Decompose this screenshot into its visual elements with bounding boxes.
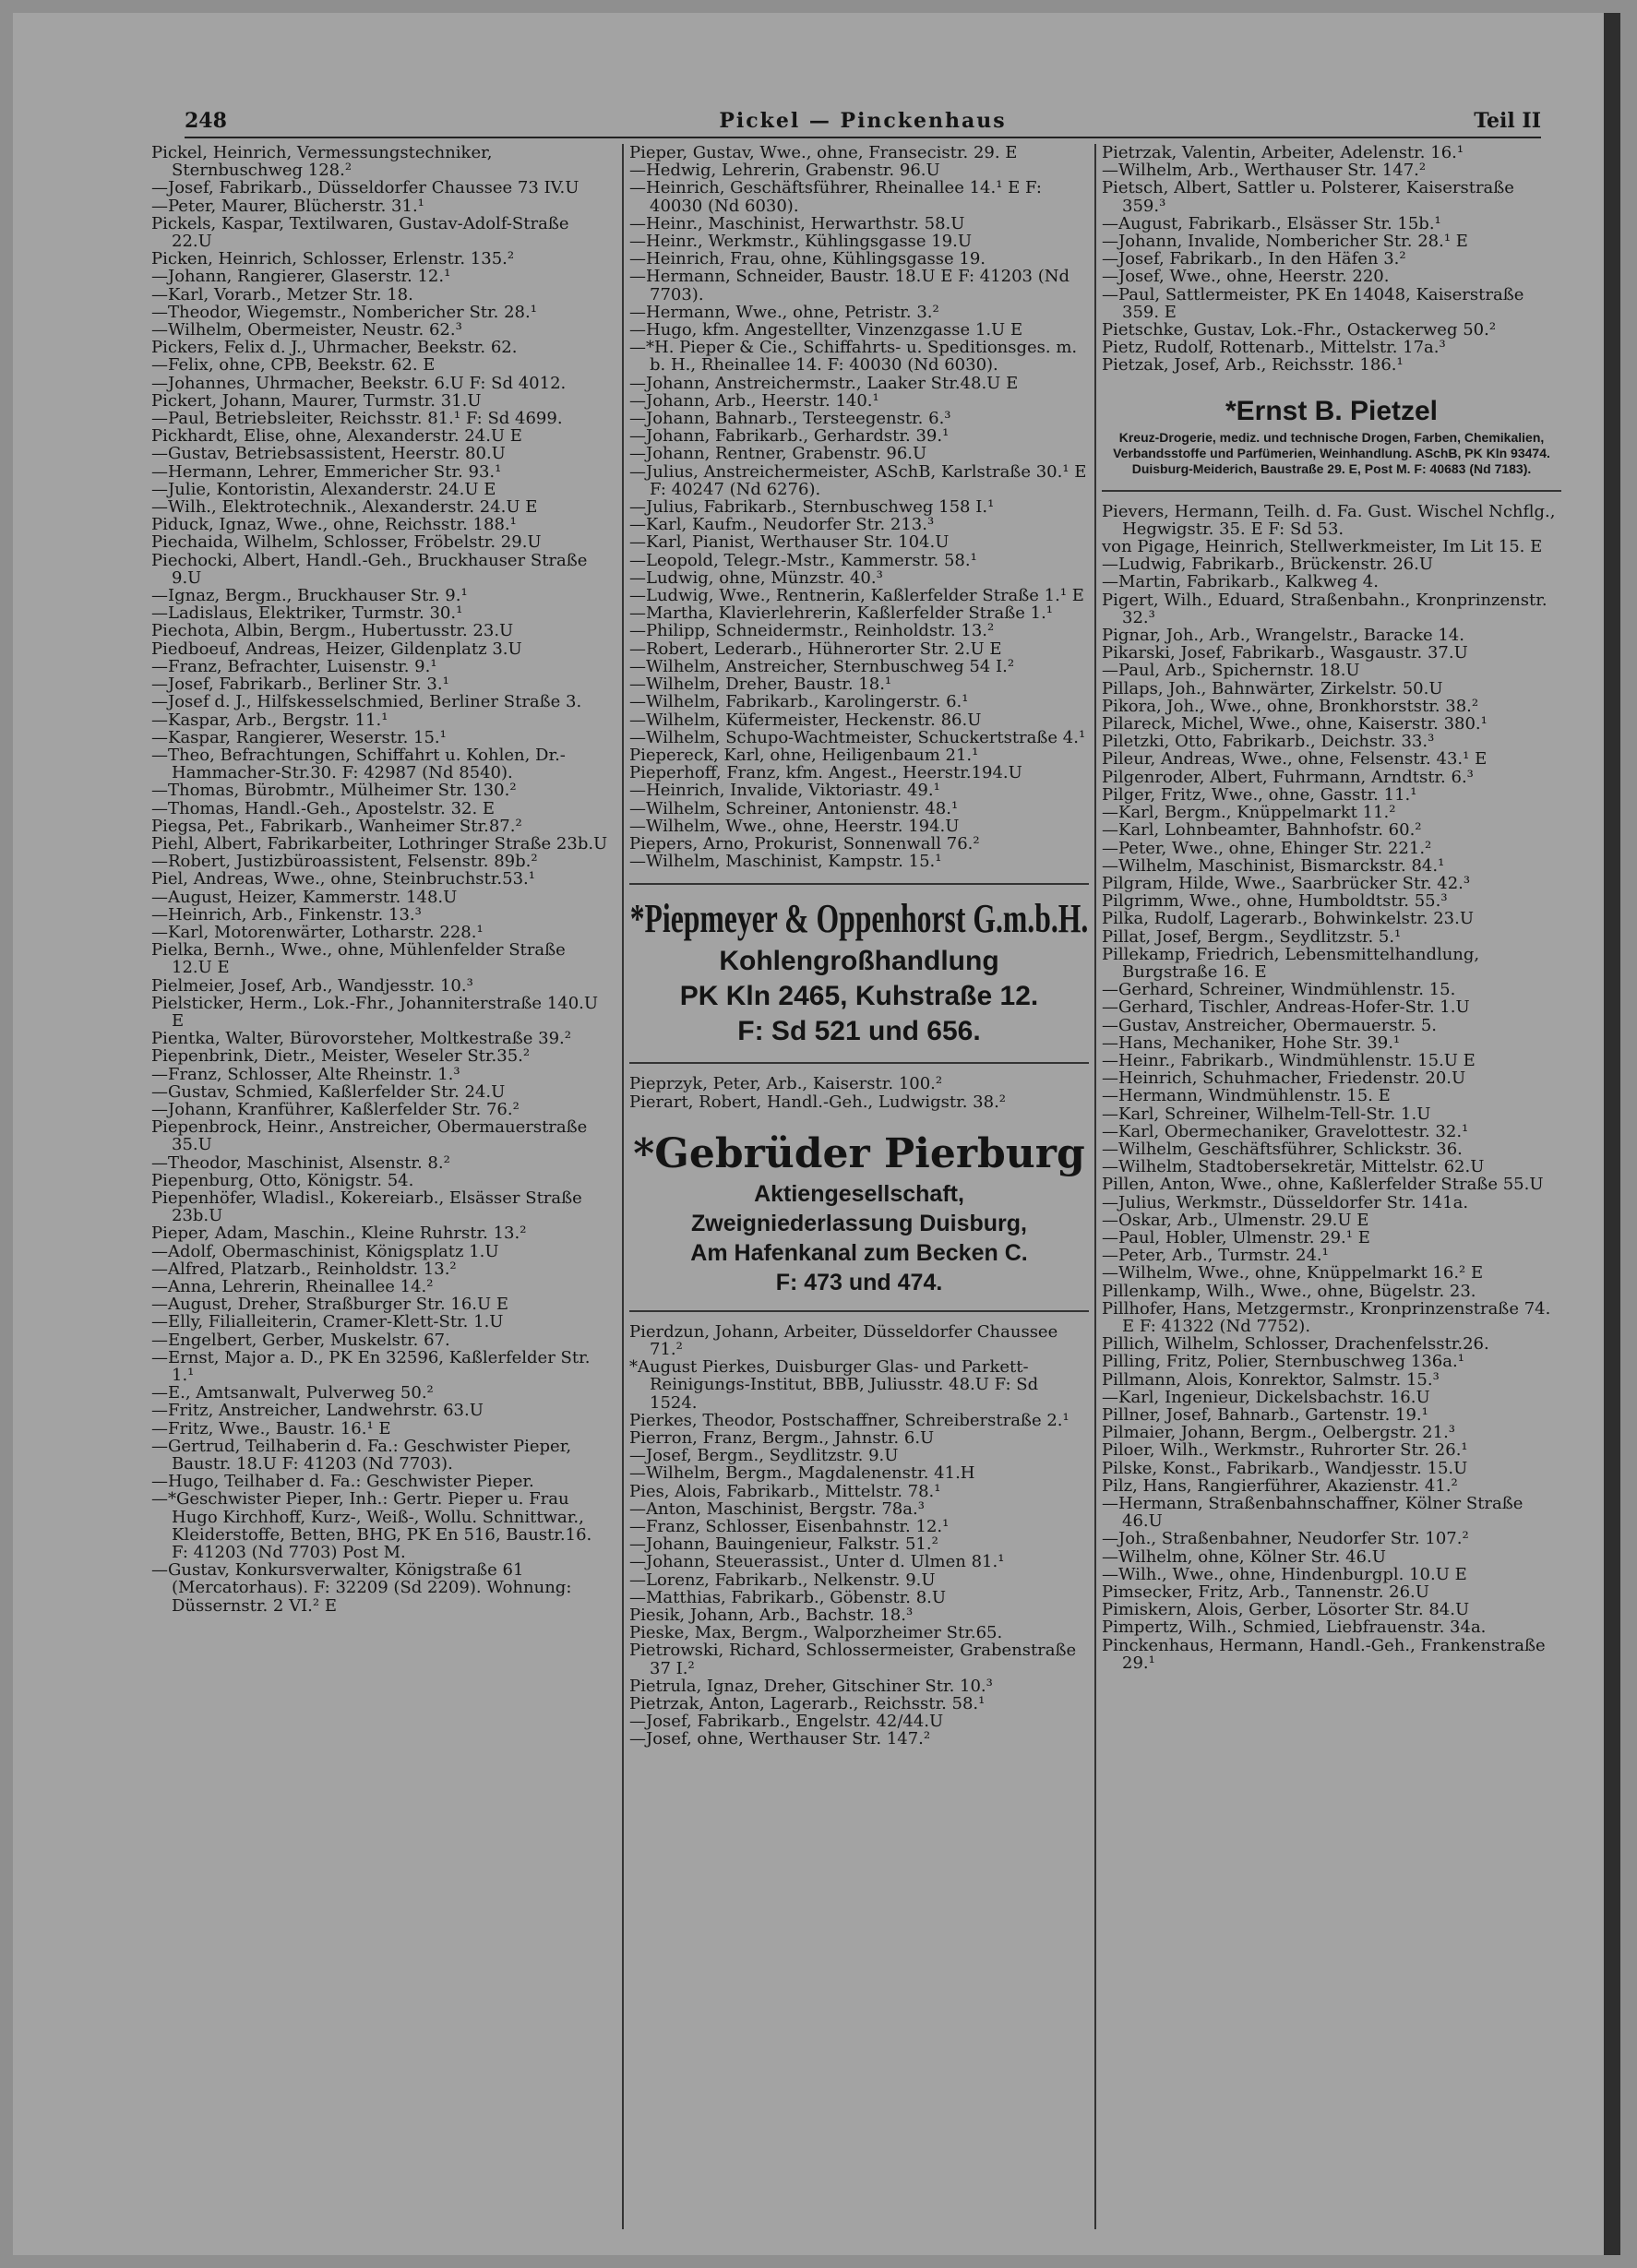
directory-entry: —Ignaz, Bergm., Bruckhauser Str. 9.¹ — [151, 586, 468, 606]
directory-entry: —Gustav, Betriebsassistent, Heerstr. 80.U — [151, 444, 506, 464]
directory-entry: —Josef d. J., Hilfskesselschmied, Berliner Straße 3. — [151, 692, 582, 712]
entries-col2-top — [629, 144, 1089, 870]
directory-entry: —Peter, Maurer, Blücherstr. 31.¹ — [151, 196, 424, 216]
directory-entry: —Heinrich, Geschäftsführer, Rheinallee 14.¹ E F: 40030 (Nd 6030). — [629, 178, 1042, 216]
directory-entry: —Wilhelm, Schupo-Wachtmeister, Schuckertstraße 4.¹ — [629, 727, 1086, 747]
directory-entry: Pilgrimm, Wwe., ohne, Humboldtstr. 55.³ — [1102, 891, 1448, 912]
directory-entry: —Johann, Arb., Heerstr. 140.¹ — [629, 390, 879, 411]
directory-entry: —Fritz, Wwe., Baustr. 16.¹ E — [151, 1418, 391, 1438]
directory-entry: Pilgenroder, Albert, Fuhrmann, Arndtstr. 6.³ — [1102, 767, 1474, 787]
directory-entry: Pickel, Heinrich, Vermessungstechniker, Sternbuschweg 128.² — [151, 144, 493, 181]
entries-col2-bottom — [629, 1323, 1089, 1749]
directory-entry: Pillhofer, Hans, Metzgermstr., Kronprinzenstraße 74. E F: 41322 (Nd 7752). — [1102, 1298, 1551, 1336]
advert-piepmeyer-line1: Kohlengroßhandlung — [719, 946, 999, 977]
directory-entry: —Julius, Anstreichermeister, ASchB, Karlstraße 30.¹ E F: 40247 (Nd 6276). — [629, 461, 1087, 499]
directory-entry: —August, Fabrikarb., Elsässer Str. 15b.¹ — [1102, 213, 1441, 233]
directory-entry: —Franz, Befrachter, Luisenstr. 9.¹ — [151, 656, 437, 676]
directory-entry: —Gerhard, Tischler, Andreas-Hofer-Str. 1.U — [1102, 997, 1470, 1018]
directory-entry: —Ludwig, Wwe., Rentnerin, Kaßlerfelder Straße 1.¹ E — [629, 586, 1084, 606]
directory-entry: Pierdzun, Johann, Arbeiter, Düsseldorfer Chaussee 71.² — [629, 1321, 1058, 1359]
column-rule-right — [1094, 144, 1096, 2229]
directory-entry: Piepers, Arno, Prokurist, Sonnenwall 76.² — [629, 833, 980, 853]
directory-entry: —Karl, Bergm., Knüppelmarkt 11.² — [1102, 803, 1396, 823]
directory-entry: —Thomas, Bürobmtr., Mülheimer Str. 130.² — [151, 781, 517, 801]
directory-entry: —Gustav, Anstreicher, Obermauerstr. 5. — [1102, 1015, 1438, 1035]
directory-entry: Pilske, Konst., Fabrikarb., Wandjesstr. 15.U — [1102, 1458, 1468, 1478]
advert-piepmeyer-line3: F: Sd 521 und 656. — [737, 1016, 981, 1047]
directory-entry: —Paul, Arb., Spichernstr. 18.U — [1102, 661, 1360, 681]
directory-entry: Pientka, Walter, Bürovorsteher, Moltkestraße 39.² — [151, 1029, 571, 1049]
directory-entry: Piesik, Johann, Arb., Bachstr. 18.³ — [629, 1605, 914, 1625]
directory-entry: —Wilhelm, Geschäftsführer, Schlickstr. 36. — [1102, 1139, 1463, 1159]
directory-entry: —Ludwig, Fabrikarb., Brückenstr. 26.U — [1102, 555, 1434, 575]
directory-entry: —Joh., Straßenbahner, Neudorfer Str. 107.² — [1102, 1529, 1469, 1549]
directory-entry: —Karl, Vorarb., Metzer Str. 18. — [151, 284, 413, 304]
directory-entry: —Martin, Fabrikarb., Kalkweg 4. — [1102, 572, 1379, 592]
directory-entry: —Engelbert, Gerber, Muskelstr. 67. — [151, 1330, 450, 1350]
directory-entry: Piloer, Wilh., Werkmstr., Ruhrorter Str. 26.¹ — [1102, 1440, 1468, 1461]
directory-entry: —Robert, Lederarb., Hühnerorter Str. 2.U E — [629, 639, 1002, 659]
directory-entry: Piegsa, Pet., Fabrikarb., Wanheimer Str.87.² — [151, 816, 522, 836]
directory-entry: —Heinrich, Arb., Finkenstr. 13.³ — [151, 904, 422, 925]
directory-entry: —Wilhelm, Maschinist, Bismarckstr. 84.¹ — [1102, 855, 1445, 876]
directory-entry: —Kaspar, Arb., Bergstr. 11.¹ — [151, 710, 388, 730]
directory-entry: —Karl, Pianist, Werthauser Str. 104.U — [629, 532, 950, 553]
directory-page — [13, 13, 1620, 2255]
directory-entry: —Gertrud, Teilhaberin d. Fa.: Geschwister Pieper, Baustr. 18.U F: 41203 (Nd 7703). — [151, 1436, 572, 1474]
directory-entry: —Paul, Sattlermeister, PK En 14048, Kaiserstraße 359. E — [1102, 284, 1524, 322]
directory-entry: —Johann, Rentner, Grabenstr. 96.U — [629, 444, 927, 464]
directory-entry: —Thomas, Handl.-Geh., Apostelstr. 32. E — [151, 798, 496, 818]
directory-entry: Pillich, Wilhelm, Schlosser, Drachenfelsstr.26. — [1102, 1334, 1489, 1355]
directory-entry: —Fritz, Anstreicher, Landwehrstr. 63.U — [151, 1401, 484, 1421]
directory-entry: Picken, Heinrich, Schlosser, Erlenstr. 135.² — [151, 249, 515, 269]
directory-entry: —Johann, Kranführer, Kaßlerfelder Str. 76.² — [151, 1099, 520, 1119]
directory-entry: —Anton, Maschinist, Bergstr. 78a.³ — [629, 1498, 925, 1519]
directory-entry: —Wilhelm, Schreiner, Antonienstr. 48.¹ — [629, 798, 959, 818]
directory-entry: —Leopold, Telegr.-Mstr., Kammerstr. 58.¹ — [629, 550, 977, 570]
directory-entry: Pilmaier, Johann, Bergm., Oelbergstr. 21.³ — [1102, 1423, 1456, 1443]
directory-entry: —Theodor, Maschinist, Alsenstr. 8.² — [151, 1152, 450, 1173]
entries-col1 — [151, 144, 611, 1615]
directory-entry: —Wilhelm, ohne, Kölner Str. 46.U — [1102, 1546, 1386, 1567]
directory-entry: Pillmann, Alois, Konrektor, Salmstr. 15.³ — [1102, 1369, 1440, 1390]
directory-entry: —E., Amtsanwalt, Pulverweg 50.² — [151, 1383, 434, 1403]
directory-entry: —Wilhelm, Wwe., ohne, Knüppelmarkt 16.² E — [1102, 1263, 1484, 1283]
directory-entry: —Johann, Fabrikarb., Gerhardstr. 39.¹ — [629, 426, 950, 447]
directory-entry: Pieprzyk, Peter, Arb., Kaiserstr. 100.² — [629, 1074, 943, 1094]
directory-entry: Piletzki, Otto, Fabrikarb., Deichstr. 33.³ — [1102, 732, 1435, 752]
directory-entry: —Paul, Hobler, Ulmenstr. 29.¹ E — [1102, 1227, 1370, 1247]
directory-entry: Pignar, Joh., Arb., Wrangelstr., Baracke 14. — [1102, 626, 1464, 646]
directory-entry: —Heinrich, Invalide, Viktoriastr. 49.¹ — [629, 781, 940, 801]
advert-pierburg-name: *Gebrüder Pierburg — [633, 1129, 1085, 1177]
directory-entry: —August, Dreher, Straßburger Str. 16.U E — [151, 1295, 509, 1315]
directory-entry: Pielsticker, Herm., Lok.-Fhr., Johanniterstraße 140.U E — [151, 993, 599, 1031]
directory-entry: Pieske, Max, Bergm., Walporzheimer Str.65. — [629, 1623, 1003, 1643]
directory-entry: Piel, Andreas, Wwe., ohne, Steinbruchstr.53.¹ — [151, 869, 535, 889]
directory-entry: Pierron, Franz, Bergm., Jahnstr. 6.U — [629, 1427, 935, 1448]
directory-entry: —Johannes, Uhrmacher, Beekstr. 6.U F: Sd 4012. — [151, 373, 567, 393]
directory-entry: —Hermann, Windmühlenstr. 15. E — [1102, 1086, 1391, 1106]
directory-entry: —Wilhelm, Arb., Werthauser Str. 147.² — [1102, 161, 1427, 181]
directory-entry: —Wilhelm, Wwe., ohne, Heerstr. 194.U — [629, 816, 960, 836]
directory-entry: —Karl, Schreiner, Wilhelm-Tell-Str. 1.U — [1102, 1104, 1431, 1124]
directory-entry: Piduck, Ignaz, Wwe., ohne, Reichsstr. 188.¹ — [151, 515, 517, 535]
directory-entry: —Wilhelm, Maschinist, Kampstr. 15.¹ — [629, 852, 942, 872]
directory-entry: Piechocki, Albert, Handl.-Geh., Bruckhauser Straße 9.U — [151, 550, 588, 588]
directory-entry: Pierart, Robert, Handl.-Geh., Ludwigstr. 38.² — [629, 1092, 1007, 1112]
advert-pierburg-line1: Aktiengesellschaft, — [754, 1180, 964, 1207]
directory-entry: Pierkes, Theodor, Postschaffner, Schreiberstraße 2.¹ — [629, 1410, 1069, 1430]
directory-entry: Pillenkamp, Wilh., Wwe., ohne, Bügelstr. 23. — [1102, 1281, 1476, 1301]
directory-entry: —Wilh., Elektrotechnik., Alexanderstr. 24.U E — [151, 497, 538, 518]
directory-entry: —Gustav, Schmied, Kaßlerfelder Str. 24.U — [151, 1081, 506, 1102]
directory-entry: —Hans, Mechaniker, Hohe Str. 39.¹ — [1102, 1033, 1401, 1053]
advert-piepmeyer-name: *Piepmeyer & Oppenhorst G.m.b.H. — [629, 896, 1089, 942]
advert-pietzel — [1102, 384, 1561, 492]
directory-entry: —Karl, Motorenwärter, Lotharstr. 228.¹ — [151, 922, 484, 942]
directory-entry: Pikora, Joh., Wwe., ohne, Bronkhorststr. 38.² — [1102, 696, 1479, 716]
directory-entry: Piedboeuf, Andreas, Heizer, Gildenplatz 3.U — [151, 639, 522, 659]
directory-entry: Pickhardt, Elise, ohne, Alexanderstr. 24.U E — [151, 426, 522, 447]
directory-entry: —Johann, Steuerassist., Unter d. Ulmen 81.¹ — [629, 1552, 1005, 1572]
column-2 — [629, 144, 1089, 2238]
directory-entry: —Hugo, Teilhaber d. Fa.: Geschwister Pieper. — [151, 1472, 534, 1492]
directory-entry: —Wilhelm, Stadtobersekretär, Mittelstr. 62.U — [1102, 1157, 1485, 1177]
directory-entry: —Elly, Filialleiterin, Cramer-Klett-Str. 1.U — [151, 1312, 504, 1332]
directory-entry: Pigert, Wilh., Eduard, Straßenbahn., Kronprinzenstr. 32.³ — [1102, 590, 1547, 627]
advert-piepmeyer — [629, 883, 1089, 1064]
directory-entry: Pillen, Anton, Wwe., ohne, Kaßlerfelder Straße 55.U — [1102, 1175, 1544, 1195]
directory-entry: Pillekamp, Friedrich, Lebensmittelhandlung, Burgstraße 16. E — [1102, 944, 1480, 982]
directory-entry: Pielka, Bernh., Wwe., ohne, Mühlenfelder Straße 12.U E — [151, 940, 566, 978]
directory-entry: —Wilh., Wwe., ohne, Hindenburgpl. 10.U E — [1102, 1564, 1467, 1584]
directory-entry: Piehl, Albert, Fabrikarbeiter, Lothringer Straße 23b.U — [151, 833, 608, 853]
directory-entry: —Josef, Fabrikarb., Berliner Str. 3.¹ — [151, 674, 449, 695]
directory-entry: —Johann, Bahnarb., Tersteegenstr. 6.³ — [629, 409, 951, 429]
directory-entry: —*Geschwister Pieper, Inh.: Gertr. Pieper u. Frau Hugo Kirchhoff, Kurz-, Weiß-, Wollu. Schnittwar., Kleiderstoffe, Betten, BHG, PK En 516, Baustr.16. F: 41203 (Nd 7703) Post M. — [151, 1489, 592, 1563]
directory-entry: —Anna, Lehrerin, Rheinallee 14.² — [151, 1277, 434, 1296]
directory-entry: Pillaps, Joh., Bahnwärter, Zirkelstr. 50.U — [1102, 678, 1443, 698]
directory-entry: —Wilhelm, Bergm., Magdalenenstr. 41.H — [629, 1463, 975, 1484]
directory-entry: —Karl, Obermechaniker, Gravelottestr. 32.¹ — [1102, 1121, 1469, 1141]
directory-entry: Piepenhöfer, Wladisl., Kokereiarb., Elsässer Straße 23b.U — [151, 1188, 582, 1226]
directory-entry: Pietrula, Ignaz, Dreher, Gitschiner Str. 10.³ — [629, 1676, 993, 1696]
volume-label: Teil II — [1474, 109, 1541, 133]
advert-pietzel-body: Kreuz-Drogerie, mediz. und technische Drogen, Farben, Chemikalien, Verbandsstoffe und Parfümerien, Weinhandlung. ASchB, PK Kln 93474. Duisburg-Meiderich, Baustraße 29. E, Post M. F: 40683 (Nd 7183). — [1113, 429, 1550, 476]
directory-entry: —Kaspar, Rangierer, Weserstr. 15.¹ — [151, 727, 447, 747]
directory-entry: —*H. Pieper & Cie., Schiffahrts- u. Speditionsges. m. b. H., Rheinallee 14. F: 40030 (Nd 6030). — [629, 338, 1078, 376]
directory-entry: —Johann, Bauingenieur, Falkstr. 51.² — [629, 1534, 938, 1555]
directory-entry: Pilz, Hans, Rangierführer, Akazienstr. 41.² — [1102, 1475, 1458, 1496]
directory-entry: —Theodor, Wiegemstr., Nombericher Str. 28.¹ — [151, 302, 537, 322]
directory-entry: —Karl, Kaufm., Neudorfer Str. 213.³ — [629, 515, 935, 535]
directory-entry: —Hermann, Straßenbahnschaffner, Kölner Straße 46.U — [1102, 1494, 1523, 1532]
directory-entry: —Hedwig, Lehrerin, Grabenstr. 96.U — [629, 161, 940, 181]
advert-pierburg — [629, 1120, 1089, 1312]
directory-entry: Pilgram, Hilde, Wwe., Saarbrücker Str. 42.³ — [1102, 873, 1471, 893]
column-3 — [1102, 144, 1561, 2238]
directory-entry: Pietrzak, Anton, Lagerarb., Reichsstr. 58.¹ — [629, 1694, 986, 1713]
page-number: 248 — [185, 109, 227, 133]
directory-entry: —Gerhard, Schreiner, Windmühlenstr. 15. — [1102, 980, 1456, 1000]
directory-entry: —Julie, Kontoristin, Alexanderstr. 24.U E — [151, 479, 496, 499]
directory-entry: —Felix, ohne, CPB, Beekstr. 62. E — [151, 355, 436, 376]
directory-entry: *August Pierkes, Duisburger Glas- und Parkett-Reinigungs-Institut, BBB, Juliusstr. 48.U F: Sd 1524. — [629, 1357, 1039, 1413]
directory-entry: Pieper, Gustav, Wwe., ohne, Fransecistr. 29. E — [629, 144, 1018, 162]
advert-pierburg-line3: Am Hafenkanal zum Becken C. — [690, 1239, 1028, 1266]
directory-entry: —Wilhelm, Küfermeister, Heckenstr. 86.U — [629, 710, 982, 730]
directory-entry: Pileur, Andreas, Wwe., ohne, Felsenstr. 43.¹ E — [1102, 749, 1488, 770]
directory-entry: —Hermann, Schneider, Baustr. 18.U E F: 41203 (Nd 7703). — [629, 267, 1070, 304]
directory-entry: —Peter, Wwe., ohne, Ehinger Str. 221.² — [1102, 838, 1432, 858]
page-edge-shadow — [1604, 13, 1620, 2255]
directory-entry: Piepenbrock, Heinr., Anstreicher, Obermauerstraße 35.U — [151, 1117, 588, 1155]
directory-entry: Pimpertz, Wilh., Schmied, Liebfrauenstr. 34a. — [1102, 1617, 1487, 1638]
directory-entry: Pieper, Adam, Maschin., Kleine Ruhrstr. 13.² — [151, 1224, 527, 1244]
directory-entry: Pies, Alois, Fabrikarb., Mittelstr. 78.¹ — [629, 1481, 941, 1501]
directory-entry: —Gustav, Konkursverwalter, Königstraße 61 (Mercatorhaus). F: 32209 (Sd 2209). Wohnung: Düssernstr. 2 VI.² E — [151, 1560, 572, 1616]
directory-entry: —Karl, Ingenieur, Dickelsbachstr. 16.U — [1102, 1387, 1430, 1407]
directory-entry: Pievers, Hermann, Teilh. d. Fa. Gust. Wischel Nchflg., Hegwigstr. 35. E F: Sd 53. — [1102, 501, 1556, 539]
directory-entry: Piepenburg, Otto, Königstr. 54. — [151, 1170, 414, 1190]
directory-entry: Pilareck, Michel, Wwe., ohne, Kaiserstr. 380.¹ — [1102, 714, 1488, 734]
directory-entry: Piechaida, Wilhelm, Schlosser, Fröbelstr. 29.U — [151, 532, 542, 553]
directory-entry: Pilger, Fritz, Wwe., ohne, Gasstr. 11.¹ — [1102, 784, 1417, 805]
directory-entry: —Wilhelm, Obermeister, Neustr. 62.³ — [151, 320, 462, 340]
directory-entry: Pietrowski, Richard, Schlossermeister, Grabenstraße 37 I.² — [629, 1641, 1077, 1678]
directory-entry: —Ladislaus, Elektriker, Turmstr. 30.¹ — [151, 603, 463, 624]
page-header — [185, 105, 1541, 138]
directory-entry: Pickers, Felix d. J., Uhrmacher, Beekstr. 62. — [151, 338, 518, 358]
directory-entry: Pietz, Rudolf, Rottenarb., Mittelstr. 17a.³ — [1102, 338, 1446, 358]
directory-entry: Pielmeier, Josef, Arb., Wandjesstr. 10.³ — [151, 975, 473, 996]
directory-entry: —Josef, Fabrikarb., Engelstr. 42/44.U — [629, 1712, 944, 1732]
directory-entry: —Josef, Bergm., Seydlitzstr. 9.U — [629, 1446, 899, 1466]
column-rule-left — [622, 144, 624, 2229]
directory-entry: —Hugo, kfm. Angestellter, Vinzenzgasse 1.U E — [629, 320, 1023, 340]
directory-entry: Pimiskern, Alois, Gerber, Lösorter Str. 84.U — [1102, 1600, 1470, 1620]
directory-entry: —Alfred, Platzarb., Reinholdstr. 13.² — [151, 1259, 457, 1279]
directory-entry: —Peter, Arb., Turmstr. 24.¹ — [1102, 1246, 1329, 1266]
directory-entry: —Josef, ohne, Werthauser Str. 147.² — [629, 1729, 931, 1749]
directory-entry: —Johann, Rangierer, Glaserstr. 12.¹ — [151, 267, 451, 287]
directory-entry: Piepereck, Karl, ohne, Heiligenbaum 21.¹ — [629, 745, 979, 765]
advert-pierburg-line4: F: 473 und 474. — [775, 1269, 943, 1295]
directory-entry: —Franz, Schlosser, Alte Rheinstr. 1.³ — [151, 1064, 460, 1084]
directory-entry: —Julius, Werkmstr., Düsseldorfer Str. 141a. — [1102, 1192, 1469, 1212]
directory-entry: von Pigage, Heinrich, Stellwerkmeister, Im Lit 15. E — [1102, 537, 1543, 557]
directory-entry: —Hermann, Wwe., ohne, Petristr. 3.² — [629, 302, 939, 322]
column-1 — [151, 144, 611, 2238]
advert-piepmeyer-line2: PK Kln 2465, Kuhstraße 12. — [679, 981, 1039, 1012]
entries-col2-mid — [629, 1075, 1089, 1110]
directory-entry: Piepenbrink, Dietr., Meister, Weseler Str.35.² — [151, 1046, 531, 1067]
entries-col3-bottom — [1102, 503, 1561, 1672]
directory-entry: Pilling, Fritz, Polier, Sternbuschweg 136a.¹ — [1102, 1352, 1464, 1372]
directory-entry: —Heinr., Maschinist, Herwarthstr. 58.U — [629, 213, 965, 233]
directory-entry: —Philipp, Schneidermstr., Reinholdstr. 13.² — [629, 621, 995, 641]
directory-entry: —Robert, Justizbüroassistent, Felsenstr. 89b.² — [151, 852, 538, 872]
directory-entry: —Heinrich, Schuhmacher, Friedenstr. 20.U — [1102, 1068, 1466, 1089]
directory-entry: —Martha, Klavierlehrerin, Kaßlerfelder Straße 1.¹ — [629, 603, 1054, 624]
directory-entry: —Hermann, Lehrer, Emmericher Str. 93.¹ — [151, 461, 502, 482]
directory-entry: —Lorenz, Fabrikarb., Nelkenstr. 9.U — [629, 1570, 936, 1590]
directory-entry: Pietrzak, Valentin, Arbeiter, Adelenstr. 16.¹ — [1102, 144, 1464, 162]
advert-pierburg-line2: Zweigniederlassung Duisburg, — [691, 1210, 1027, 1236]
directory-entry: —Johann, Invalide, Nombericher Str. 28.¹ E — [1102, 232, 1468, 252]
advert-pietzel-name: *Ernst B. Pietzel — [1225, 395, 1439, 426]
directory-entry: —Julius, Fabrikarb., Sternbuschweg 158 I.¹ — [629, 497, 995, 518]
directory-entry: Pickert, Johann, Maurer, Turmstr. 31.U — [151, 390, 482, 411]
directory-entry: —Paul, Betriebsleiter, Reichsstr. 81.¹ F: Sd 4699. — [151, 409, 563, 429]
directory-entry: Pickels, Kaspar, Textilwaren, Gustav-Adolf-Straße 22.U — [151, 213, 569, 252]
directory-entry: Pilka, Rudolf, Lagerarb., Bohwinkelstr. 23.U — [1102, 909, 1474, 929]
directory-entry: Pillner, Josef, Bahnarb., Gartenstr. 19.¹ — [1102, 1405, 1428, 1425]
directory-entry: —August, Heizer, Kammerstr. 148.U — [151, 887, 458, 907]
running-title: Pickel — Pinckenhaus — [719, 109, 1007, 133]
directory-entry: Pietschke, Gustav, Lok.-Fhr., Ostackerweg 50.² — [1102, 320, 1497, 340]
directory-entry: Pietzak, Josef, Arb., Reichsstr. 186.¹ — [1102, 355, 1404, 376]
directory-entry: Pimsecker, Fritz, Arb., Tannenstr. 26.U — [1102, 1582, 1429, 1603]
directory-entry: —Adolf, Obermaschinist, Königsplatz 1.U — [151, 1241, 499, 1261]
directory-entry: —Karl, Lohnbeamter, Bahnhofstr. 60.² — [1102, 820, 1422, 841]
directory-entry: Pillat, Josef, Bergm., Seydlitzstr. 5.¹ — [1102, 926, 1402, 947]
directory-entry: —Josef, Fabrikarb., In den Häfen 3.² — [1102, 249, 1406, 269]
directory-entry: Pikarski, Josef, Fabrikarb., Wasgaustr. 37.U — [1102, 643, 1468, 663]
directory-entry: —Wilhelm, Dreher, Baustr. 18.¹ — [629, 674, 892, 695]
directory-entry: Pietsch, Albert, Sattler u. Polsterer, Kaiserstraße 359.³ — [1102, 178, 1514, 216]
directory-entry: —Wilhelm, Anstreicher, Sternbuschweg 54 I.² — [629, 656, 1015, 676]
directory-entry: —Ernst, Major a. D., PK En 32596, Kaßlerfelder Str. 1.¹ — [151, 1347, 591, 1386]
directory-entry: —Ludwig, ohne, Münzstr. 40.³ — [629, 567, 883, 588]
directory-entry: Pinckenhaus, Hermann, Handl.-Geh., Frankenstraße 29.¹ — [1102, 1635, 1546, 1673]
directory-entry: —Heinrich, Frau, ohne, Kühlingsgasse 19. — [629, 249, 986, 269]
directory-entry: —Matthias, Fabrikarb., Göbenstr. 8.U — [629, 1587, 947, 1607]
directory-entry: —Franz, Schlosser, Eisenbahnstr. 12.¹ — [629, 1516, 950, 1536]
directory-entry: —Josef, Wwe., ohne, Heerstr. 220. — [1102, 267, 1390, 287]
directory-entry: —Oskar, Arb., Ulmenstr. 29.U E — [1102, 1210, 1369, 1230]
directory-entry: —Heinr., Fabrikarb., Windmühlenstr. 15.U E — [1102, 1050, 1476, 1070]
directory-entry: —Theo, Befrachtungen, Schiffahrt u. Kohlen, Dr.-Hammacher-Str.30. F: 42987 (Nd 8540). — [151, 745, 566, 783]
directory-entry: —Wilhelm, Fabrikarb., Karolingerstr. 6.¹ — [629, 692, 969, 712]
directory-entry: —Josef, Fabrikarb., Düsseldorfer Chaussee 73 IV.U — [151, 178, 580, 198]
entries-col3-top — [1102, 144, 1561, 375]
directory-entry: —Johann, Anstreichermstr., Laaker Str.48.U E — [629, 373, 1019, 393]
directory-entry: Piechota, Albin, Bergm., Hubertusstr. 23.U — [151, 621, 514, 641]
directory-entry: —Heinr., Werkmstr., Kühlingsgasse 19.U — [629, 232, 973, 252]
directory-entry: Pieperhoff, Franz, kfm. Angest., Heerstr.194.U — [629, 763, 1022, 783]
